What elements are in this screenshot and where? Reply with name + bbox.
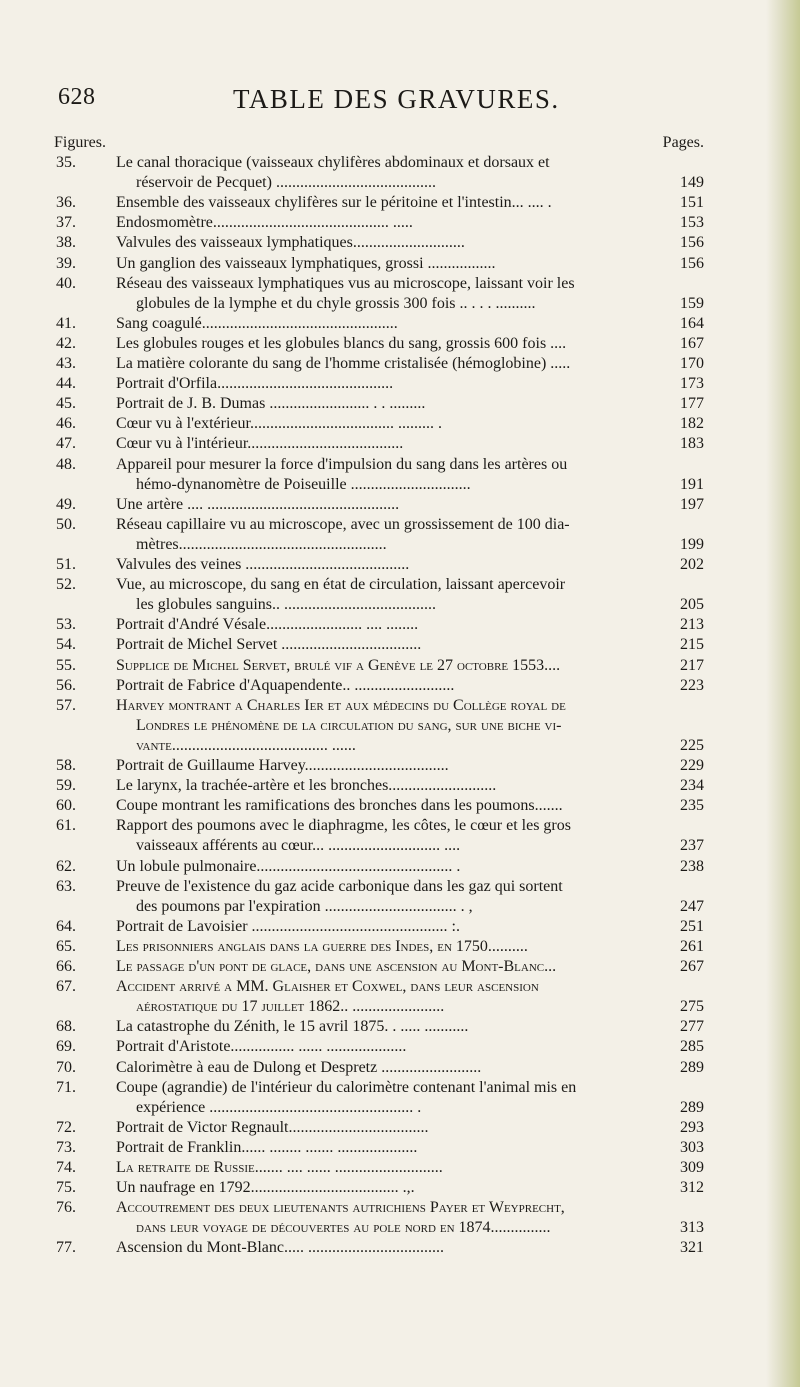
figure-number: 76.: [56, 1199, 76, 1217]
figure-caption-line: Portrait de Guillaume Harvey....................................: [116, 757, 449, 774]
figure-caption-line: Portrait de Franklin...... ........ ....... ....................: [116, 1138, 418, 1156]
figure-entry: [56, 1198, 704, 1238]
figure-entry: [56, 1238, 704, 1258]
figure-page-number: 247: [680, 897, 704, 915]
figure-entry: [56, 877, 704, 917]
figure-caption-line: Les prisonniers anglais dans la guerre des Indes, en 1750..........: [116, 937, 528, 955]
figure-caption-line: Un ganglion des vaisseaux lymphatiques, grossi .................: [116, 254, 496, 272]
figure-entry: [56, 957, 704, 977]
figure-number: 60.: [56, 797, 76, 815]
figure-entry: [56, 434, 704, 454]
figure-caption-line: Portrait d'Orfila............................................: [116, 375, 394, 393]
figure-entry: [56, 816, 704, 856]
figure-page-number: 225: [680, 736, 704, 754]
figure-number: 38.: [56, 234, 76, 252]
page-edge-shadow: [766, 0, 800, 1387]
figure-page-number: 191: [680, 475, 704, 493]
figure-entry: [56, 575, 704, 615]
figure-number: 36.: [56, 194, 76, 212]
figure-number: 72.: [56, 1118, 76, 1136]
figure-number: 51.: [56, 556, 76, 573]
figure-caption-line: Une artère .... ................................................: [116, 495, 400, 513]
figure-caption-line: Réseau capillaire vu au microscope, avec un grossissement de 100 dia-: [116, 515, 570, 533]
figure-entry: [56, 254, 704, 274]
page-number: 628: [58, 84, 96, 110]
figure-number: 49.: [56, 495, 76, 513]
figure-number: 61.: [56, 817, 76, 835]
figure-page-number: 277: [680, 1018, 704, 1036]
figure-caption-line: Portrait de Michel Servet ...................................: [116, 636, 422, 654]
figure-entry: [56, 1058, 704, 1078]
figure-number: 54.: [56, 636, 76, 654]
figure-page-number: 293: [680, 1118, 704, 1136]
figure-page-number: 223: [680, 676, 704, 694]
figure-page-number: 177: [680, 395, 704, 413]
figure-number: 41.: [56, 314, 76, 332]
figure-number: 35.: [56, 154, 76, 171]
figure-caption-line: Valvules des veines .........................................: [116, 556, 410, 573]
figure-entry: [56, 193, 704, 213]
figure-caption-line: dans leur voyage de découvertes au pole nord en 1874...............: [136, 1219, 551, 1237]
figure-caption-line: mètres....................................................: [136, 535, 387, 553]
figure-entry: [56, 1017, 704, 1037]
figure-number: 73.: [56, 1138, 76, 1156]
figure-page-number: 275: [680, 998, 704, 1016]
figure-caption-line: Accoutrement des deux lieutenants autrichiens Payer et Weyprecht,: [116, 1199, 565, 1217]
figure-page-number: 303: [680, 1138, 704, 1156]
figure-number: 68.: [56, 1018, 76, 1036]
figure-page-number: 235: [680, 797, 704, 815]
figure-caption-line: Un naufrage en 1792..................................... .,.: [116, 1179, 415, 1197]
figure-caption-line: aérostatique du 17 juillet 1862.. .......................: [136, 998, 445, 1016]
figure-page-number: 170: [680, 355, 704, 372]
figure-number: 74.: [56, 1159, 76, 1176]
figure-page-number: 151: [680, 194, 704, 212]
figure-caption-line: La catastrophe du Zénith, le 15 avril 1875. . ..... ...........: [116, 1018, 469, 1036]
figure-page-number: 289: [680, 1058, 704, 1076]
figure-page-number: 173: [680, 375, 704, 393]
figure-number: 46.: [56, 415, 76, 433]
figure-entry: [56, 977, 704, 1017]
figure-page-number: 313: [680, 1219, 704, 1237]
figure-number: 52.: [56, 576, 76, 594]
figure-page-number: 205: [680, 596, 704, 614]
figure-caption-line: Le passage d'un pont de glace, dans une ascension au Mont-Blanc...: [116, 958, 557, 975]
figure-caption-line: Portrait de J. B. Dumas ......................... . . .........: [116, 395, 426, 413]
figure-number: 44.: [56, 375, 76, 393]
figure-entry: [56, 414, 704, 434]
figure-number: 63.: [56, 877, 76, 895]
figure-entry: [56, 314, 704, 334]
figure-page-number: 289: [680, 1098, 704, 1116]
figure-caption-line: Rapport des poumons avec le diaphragme, les côtes, le cœur et les gros: [116, 817, 571, 835]
pages-heading: Pages.: [662, 134, 704, 151]
figure-number: 50.: [56, 515, 76, 533]
figure-caption-line: Supplice de Michel Servet, brulé vif a Genève le 27 octobre 1553....: [116, 656, 561, 674]
figure-entry: [56, 635, 704, 655]
figure-number: 64.: [56, 917, 76, 935]
figure-caption-line: Londres le phénomène de la circulation du sang, sur une biche vi-: [136, 716, 562, 734]
figure-entry: [56, 274, 704, 314]
figure-caption-line: vante....................................... ......: [136, 736, 356, 754]
figure-page-number: 285: [680, 1038, 704, 1056]
figure-page-number: 213: [680, 616, 704, 634]
figure-number: 66.: [56, 958, 76, 975]
figure-caption-line: hémo-dynanomètre de Poiseuille ..............................: [136, 475, 471, 493]
figure-entry: [56, 455, 704, 495]
figure-caption-line: vaisseaux afférents au cœur... ............................ ....: [136, 837, 461, 855]
figure-entry: [56, 756, 704, 776]
figure-entry: [56, 153, 704, 193]
figure-caption-line: Portrait de Victor Regnault...................................: [116, 1118, 429, 1136]
figure-caption-line: Preuve de l'existence du gaz acide carbonique dans les gaz qui sortent: [116, 877, 563, 895]
figure-number: 42.: [56, 334, 76, 352]
figure-caption-line: Ascension du Mont-Blanc..... ..................................: [116, 1239, 444, 1257]
figure-page-number: 229: [680, 757, 704, 774]
figure-page-number: 164: [680, 314, 704, 332]
figure-entry: [56, 233, 704, 253]
figure-entry: [56, 796, 704, 816]
figure-entry: [56, 555, 704, 575]
column-headings: [54, 134, 704, 154]
figure-number: 58.: [56, 757, 76, 774]
figure-caption-line: Accident arrivé a MM. Glaisher et Coxwel, dans leur ascension: [116, 978, 539, 996]
page-header: [58, 84, 698, 116]
figure-number: 69.: [56, 1038, 76, 1056]
figure-caption-line: Vue, au microscope, du sang en état de circulation, laissant apercevoir: [116, 576, 566, 594]
figure-caption-line: Cœur vu à l'extérieur.................................... ......... .: [116, 415, 442, 433]
figure-entry: [56, 1118, 704, 1138]
figure-number: 56.: [56, 676, 76, 694]
figure-caption-line: Portrait de Lavoisier ................................................. :.: [116, 917, 460, 935]
figure-caption-line: des poumons par l'expiration ................................. . ,: [136, 897, 473, 915]
figure-entry: [56, 696, 704, 756]
figure-page-number: 215: [680, 636, 704, 654]
figure-number: 70.: [56, 1058, 76, 1076]
figure-entry: [56, 354, 704, 374]
figure-entry: [56, 1178, 704, 1198]
figure-caption-line: Le larynx, la trachée-artère et les bronches...........................: [116, 777, 497, 795]
figure-number: 47.: [56, 435, 76, 453]
figure-entry: [56, 334, 704, 354]
figure-caption-line: Sang coagulé.................................................: [116, 314, 398, 332]
figure-number: 43.: [56, 355, 76, 372]
figure-caption-line: Le canal thoracique (vaisseaux chylifères abdominaux et dorsaux et: [116, 154, 550, 171]
figure-page-number: 217: [680, 656, 704, 674]
figure-entry: [56, 937, 704, 957]
figure-page-number: 149: [680, 174, 704, 192]
figure-entry: [56, 374, 704, 394]
running-title: TABLE DES GRAVURES.: [233, 84, 560, 114]
figure-page-number: 321: [680, 1239, 704, 1257]
figure-caption-line: Harvey montrant a Charles Ier et aux médecins du Collège royal de: [116, 696, 566, 714]
figure-caption-line: Appareil pour mesurer la force d'impulsion du sang dans les artères ou: [116, 455, 568, 473]
figure-page-number: 309: [680, 1159, 704, 1176]
figure-page-number: 261: [680, 937, 704, 955]
figure-entry: [56, 656, 704, 676]
figure-caption-line: Ensemble des vaisseaux chylifères sur le péritoine et l'intestin... .... .: [116, 194, 552, 212]
figure-caption-line: Cœur vu à l'intérieur.......................................: [116, 435, 404, 453]
figure-caption-line: Valvules des vaisseaux lymphatiques............................: [116, 234, 465, 252]
figure-caption-line: Calorimètre à eau de Dulong et Despretz .........................: [116, 1058, 482, 1076]
figure-entry: [56, 1037, 704, 1057]
figure-entry: [56, 776, 704, 796]
figure-entry: [56, 394, 704, 414]
figure-caption-line: globules de la lymphe et du chyle grossis 300 fois .. . . . ..........: [136, 294, 536, 312]
figure-page-number: 312: [680, 1179, 704, 1197]
figures-heading: Figures.: [54, 134, 106, 151]
figure-number: 40.: [56, 274, 76, 292]
figure-page-number: 267: [680, 958, 704, 975]
figure-page-number: 156: [680, 254, 704, 272]
figure-caption-line: expérience ................................................... .: [136, 1098, 422, 1116]
figure-page-number: 197: [680, 495, 704, 513]
figure-entry: [56, 676, 704, 696]
figure-page-number: 182: [680, 415, 704, 433]
figure-caption-line: La matière colorante du sang de l'homme cristalisée (hémoglobine) .....: [116, 355, 571, 372]
figure-number: 37.: [56, 214, 76, 232]
figure-number: 65.: [56, 937, 76, 955]
figure-entry: [56, 615, 704, 635]
figure-number: 53.: [56, 616, 76, 634]
figure-caption-line: Portrait d'André Vésale........................ .... ........: [116, 616, 419, 634]
figure-caption-line: Portrait d'Aristote................ ...... ....................: [116, 1038, 407, 1056]
figure-caption-line: réservoir de Pecquet) ........................................: [136, 174, 436, 192]
figure-entry: [56, 1138, 704, 1158]
figure-caption-line: Portrait de Fabrice d'Aquapendente.. .........................: [116, 676, 455, 694]
figure-page-number: 234: [680, 777, 704, 795]
figure-page-number: 183: [680, 435, 704, 453]
figure-entry: [56, 857, 704, 877]
figure-number: 55.: [56, 656, 76, 674]
figure-caption-line: Les globules rouges et les globules blancs du sang, grossis 600 fois ....: [116, 334, 567, 352]
figure-number: 59.: [56, 777, 76, 795]
figure-page-number: 167: [680, 334, 704, 352]
figure-page-number: 237: [680, 837, 704, 855]
figure-page-number: 199: [680, 535, 704, 553]
figure-number: 48.: [56, 455, 76, 473]
figure-entry: [56, 213, 704, 233]
figure-page-number: 238: [680, 857, 704, 875]
figure-entry: [56, 1158, 704, 1178]
figure-number: 39.: [56, 254, 76, 272]
figure-entry: [56, 495, 704, 515]
figure-entry: [56, 917, 704, 937]
figure-caption-line: Endosmomètre............................................ .....: [116, 214, 413, 232]
figure-number: 45.: [56, 395, 76, 413]
figure-number: 62.: [56, 857, 76, 875]
figure-number: 67.: [56, 978, 76, 996]
figure-caption-line: La retraite de Russie....... .... ...... ...........................: [116, 1159, 443, 1176]
figure-page-number: 159: [680, 294, 704, 312]
figure-page-number: 156: [680, 234, 704, 252]
figure-number: 57.: [56, 696, 76, 714]
figure-caption-line: Coupe (agrandie) de l'intérieur du calorimètre contenant l'animal mis en: [116, 1078, 577, 1096]
figure-caption-line: Un lobule pulmonaire................................................. .: [116, 857, 461, 875]
figure-caption-line: Réseau des vaisseaux lymphatiques vus au microscope, laissant voir les: [116, 274, 575, 292]
figure-entry: [56, 1078, 704, 1118]
figure-page-number: 153: [680, 214, 704, 232]
figure-number: 75.: [56, 1179, 76, 1197]
figure-page-number: 251: [680, 917, 704, 935]
figure-page-number: 202: [680, 556, 704, 573]
figure-number: 71.: [56, 1078, 76, 1096]
figure-number: 77.: [56, 1239, 76, 1257]
figure-entry: [56, 515, 704, 555]
figure-caption-line: Coupe montrant les ramifications des bronches dans les poumons.......: [116, 797, 563, 815]
figure-caption-line: les globules sanguins.. ......................................: [136, 596, 436, 614]
